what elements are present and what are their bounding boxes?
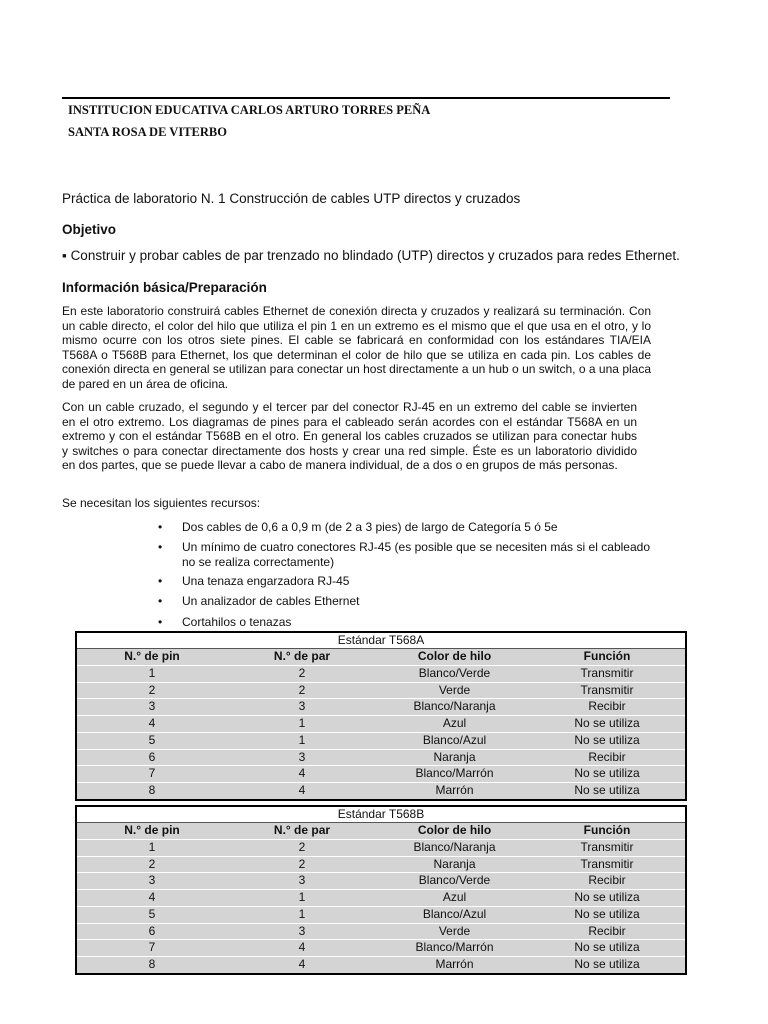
table-row	[77, 682, 685, 699]
table-cell: 8	[148, 783, 156, 797]
paragraph-1: En este laboratorio construirá cables Ethernet de conexión directa y cruzados y realizará su terminación. Con un cable directo, el color del hilo que utiliza el pin 1 en un extremo es el mismo que el que usa en el otro, y lo mismo ocurre con los otros siete pines. El cable se fabricará en conformidad con los estándares TIA/EIA T568A o T568B para Ethernet, los que determinan el color de hilo que se utiliza en cada pin. Los cables de conexión directa en general se utilizan para conectar un host directamente a un hub o un switch, o a una placa de pared en un área de oficina.	[62, 304, 651, 391]
table-cell: 8	[148, 957, 156, 971]
table-row	[77, 906, 685, 923]
header-cell: Color de hilo	[417, 823, 492, 837]
table-cell: Transmitir	[580, 682, 634, 697]
table-row	[77, 765, 685, 782]
header-cell: Color de hilo	[417, 649, 492, 663]
table-cell: 1	[298, 716, 306, 730]
table-cell: 3	[298, 749, 306, 764]
table-cell: Blanco/Marrón	[415, 940, 494, 955]
table-cell: No se utiliza	[574, 732, 640, 747]
table-row	[77, 732, 685, 749]
table-cell: Blanco/Verde	[418, 873, 491, 888]
table-cell: 2	[298, 682, 306, 697]
table-cell: Naranja	[433, 749, 476, 764]
table-cell: No se utiliza	[574, 957, 640, 971]
table-cell: Transmitir	[580, 665, 634, 680]
header-cell: N.° de par	[273, 823, 331, 837]
resource-text: Dos cables de 0,6 a 0,9 m (de 2 a 3 pies) de largo de Categoría 5 ó 5e	[182, 520, 558, 534]
table-row	[77, 665, 685, 682]
header-cell: N.° de pin	[124, 823, 180, 837]
bullet-icon: •	[158, 615, 163, 629]
table-row	[77, 856, 685, 873]
table-cell: 4	[298, 766, 306, 781]
table-header-row	[77, 649, 685, 665]
table-cell: No se utiliza	[574, 906, 640, 921]
paragraph-2: Con un cable cruzado, el segundo y el tercer par del conector RJ-45 en un extremo del cable se invierten en el otro extremo. Los diagramas de pines para el cableado serán acordes con el estándar T568A en un extremo y con el estándar T568B en el otro. En general los cables cruzados se utilizan para conectar hubs y switches o para conectar directamente dos hosts y crear una red simple. Éste es un laboratorio dividido en dos partes, que se puede llevar a cabo de manera individual, de a dos o en grupos de más personas.	[62, 400, 637, 473]
list-item	[160, 594, 650, 609]
header-cell: N.° de par	[273, 649, 331, 663]
table-cell: Verde	[438, 923, 471, 938]
list-item	[160, 540, 650, 570]
table-row	[77, 749, 685, 766]
table-row	[77, 939, 685, 956]
list-item	[160, 520, 650, 535]
table-cell: 4	[298, 940, 306, 955]
table-cell: Transmitir	[580, 856, 634, 871]
table-t568a	[75, 631, 687, 801]
resource-text: Cortahilos o tenazas	[182, 615, 292, 629]
table-cell: 3	[148, 699, 156, 714]
table-row	[77, 839, 685, 856]
table-cell: Blanco/Azul	[422, 732, 487, 747]
table-cell: 1	[298, 906, 306, 921]
table-cell: Blanco/Naranja	[413, 839, 496, 854]
table-cell: 2	[298, 665, 306, 680]
table-caption: Estándar T568A	[77, 633, 685, 649]
table-row	[77, 872, 685, 889]
table-cell: No se utiliza	[574, 766, 640, 781]
table-cell: No se utiliza	[574, 716, 640, 730]
table-cell: 3	[298, 923, 306, 938]
bullet-icon: •	[158, 574, 163, 588]
info-heading: Información básica/Preparación	[62, 280, 267, 295]
table-header-row	[77, 823, 685, 839]
table-caption: Estándar T568B	[77, 807, 685, 823]
table-cell: 1	[148, 665, 156, 680]
table-cell: 4	[298, 957, 306, 971]
objective-item	[62, 248, 680, 263]
bullet-icon: •	[158, 520, 163, 534]
table-cell: 7	[148, 766, 156, 781]
table-cell: 2	[148, 682, 156, 697]
table-cell: 4	[148, 716, 156, 730]
table-cell: 2	[298, 839, 306, 854]
table-cell: Marrón	[435, 783, 474, 797]
table-cell: Recibir	[588, 699, 626, 714]
table-cell: 4	[148, 890, 156, 904]
bullet-icon: •	[158, 594, 163, 608]
table-t568b	[75, 805, 687, 975]
table-cell: 2	[148, 856, 156, 871]
institution-name: INSTITUCION EDUCATIVA CARLOS ARTURO TORRES PEÑA	[68, 103, 431, 117]
header-cell: Función	[583, 823, 631, 837]
table-cell: Blanco/Naranja	[413, 699, 496, 714]
objective-heading: Objetivo	[62, 222, 117, 237]
table-row	[77, 715, 685, 732]
institution-location: SANTA ROSA DE VITERBO	[68, 125, 227, 139]
table-cell: 1	[148, 839, 156, 854]
table-cell: Blanco/Azul	[422, 906, 487, 921]
table-cell: Azul	[442, 716, 467, 730]
table-cell: Marrón	[435, 957, 474, 971]
table-cell: No se utiliza	[574, 890, 640, 904]
table-cell: Azul	[442, 890, 467, 904]
table-cell: Recibir	[588, 873, 626, 888]
header-cell: N.° de pin	[124, 649, 180, 663]
table-cell: 5	[148, 906, 156, 921]
table-cell: Blanco/Verde	[418, 665, 491, 680]
header-rule	[62, 97, 670, 99]
resources-intro: Se necesitan los siguientes recursos:	[62, 496, 261, 510]
document-title: Práctica de laboratorio N. 1 Construcción de cables UTP directos y cruzados	[62, 191, 521, 206]
table-cell: 5	[148, 732, 156, 747]
table-cell: 6	[148, 923, 156, 938]
bullet-icon: •	[158, 540, 163, 554]
table-row	[77, 923, 685, 940]
table-row	[77, 889, 685, 906]
table-cell: 3	[298, 873, 306, 888]
table-cell: No se utiliza	[574, 783, 640, 797]
table-cell: 7	[148, 940, 156, 955]
table-cell: Transmitir	[580, 839, 634, 854]
table-cell: 3	[298, 699, 306, 714]
table-cell: No se utiliza	[574, 940, 640, 955]
bullet-icon: ▪	[62, 248, 67, 263]
resource-text: Un mínimo de cuatro conectores RJ-45 (es posible que se necesiten más si el cableado no se realiza correctamente)	[182, 540, 650, 569]
table-cell: 4	[298, 783, 306, 797]
list-item	[160, 615, 650, 630]
objective-text: Construir y probar cables de par trenzado no blindado (UTP) directos y cruzados para redes Ethernet.	[70, 248, 680, 263]
resource-text: Una tenaza engarzadora RJ-45	[182, 574, 350, 588]
table-cell: Naranja	[433, 856, 476, 871]
table-cell: Recibir	[588, 749, 626, 764]
resource-text: Un analizador de cables Ethernet	[182, 594, 360, 608]
table-cell: Recibir	[588, 923, 626, 938]
list-item	[160, 574, 650, 589]
table-row	[77, 956, 685, 973]
table-cell: 1	[298, 732, 306, 747]
table-cell: Blanco/Marrón	[415, 766, 494, 781]
table-row	[77, 782, 685, 799]
table-cell: Verde	[438, 682, 471, 697]
table-cell: 2	[298, 856, 306, 871]
table-row	[77, 698, 685, 715]
header-cell: Función	[583, 649, 631, 663]
table-cell: 1	[298, 890, 306, 904]
table-cell: 3	[148, 873, 156, 888]
table-cell: 6	[148, 749, 156, 764]
